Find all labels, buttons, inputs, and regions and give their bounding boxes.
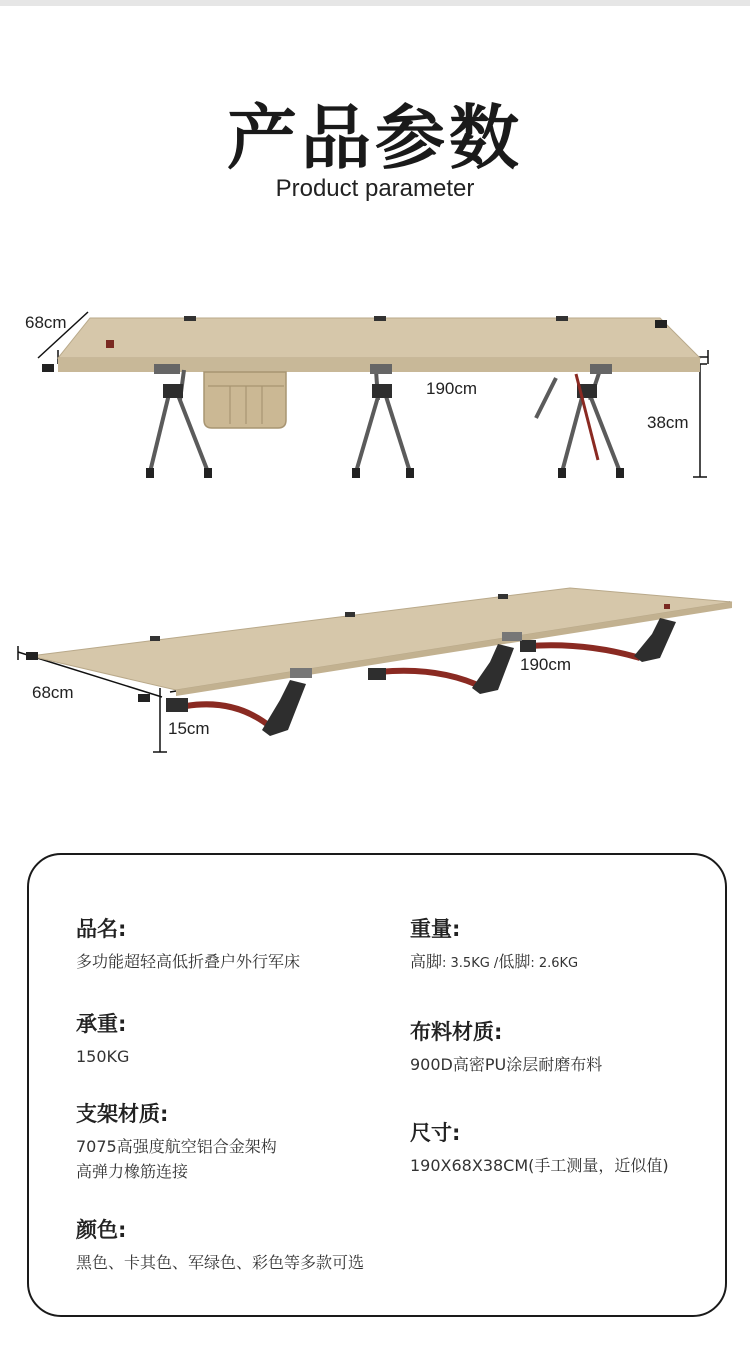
- spec-size-label: 尺寸:: [410, 1121, 461, 1145]
- dimension-height-label-2: 15cm: [168, 719, 210, 738]
- spec-size: [410, 1117, 669, 1178]
- spec-weight-value: [410, 949, 578, 976]
- weight-low-label: 低脚: [498, 952, 531, 971]
- spec-frame-value-line1: 7075高强度航空铝合金架构: [76, 1137, 277, 1156]
- spec-load: [76, 1008, 129, 1069]
- dimension-length-label: 190cm: [426, 379, 478, 398]
- spec-fabric-label: 布料材质:: [410, 1020, 503, 1044]
- high-cot-diagram: [0, 300, 750, 490]
- spec-color-label: 颜色:: [76, 1218, 127, 1242]
- spec-frame: [76, 1098, 277, 1184]
- spec-name-value: 多功能超轻高低折叠户外行军床: [76, 952, 301, 971]
- spec-color: [76, 1214, 364, 1275]
- spec-weight-label: 重量:: [410, 917, 461, 941]
- low-cot-diagram: [0, 580, 750, 760]
- spec-name: [76, 913, 300, 974]
- spec-name-label: 品名:: [76, 917, 127, 941]
- spec-color-value: 黑色、卡其色、军绿色、彩色等多款可选: [76, 1253, 365, 1272]
- dimension-height-label: 38cm: [647, 413, 689, 432]
- spec-frame-label: 支架材质:: [76, 1102, 169, 1126]
- weight-high-label: 高脚: [410, 952, 443, 971]
- spec-weight: [410, 913, 578, 976]
- spec-card: [27, 853, 727, 1317]
- dimension-length-label-2: 190cm: [520, 655, 572, 674]
- page-title: 产品参数: [227, 97, 523, 179]
- spec-size-value: 190X68X38CM(手工测量，近似值): [410, 1156, 669, 1175]
- page-subtitle: Product parameter: [275, 175, 475, 202]
- spec-load-label: 承重:: [76, 1012, 127, 1036]
- weight-high-value: : 3.5KG /: [442, 956, 499, 971]
- weight-low-value: : 2.6KG: [530, 956, 579, 971]
- dimension-width-label: 68cm: [25, 313, 67, 332]
- dimension-width-label-2: 68cm: [32, 683, 74, 702]
- spec-fabric-value: 900D高密PU涂层耐磨布料: [410, 1055, 603, 1074]
- spec-fabric: [410, 1016, 602, 1077]
- spec-frame-value-line2: 高弹力橡筋连接: [76, 1162, 189, 1181]
- top-divider: [0, 0, 750, 6]
- spec-load-value: 150KG: [76, 1047, 130, 1066]
